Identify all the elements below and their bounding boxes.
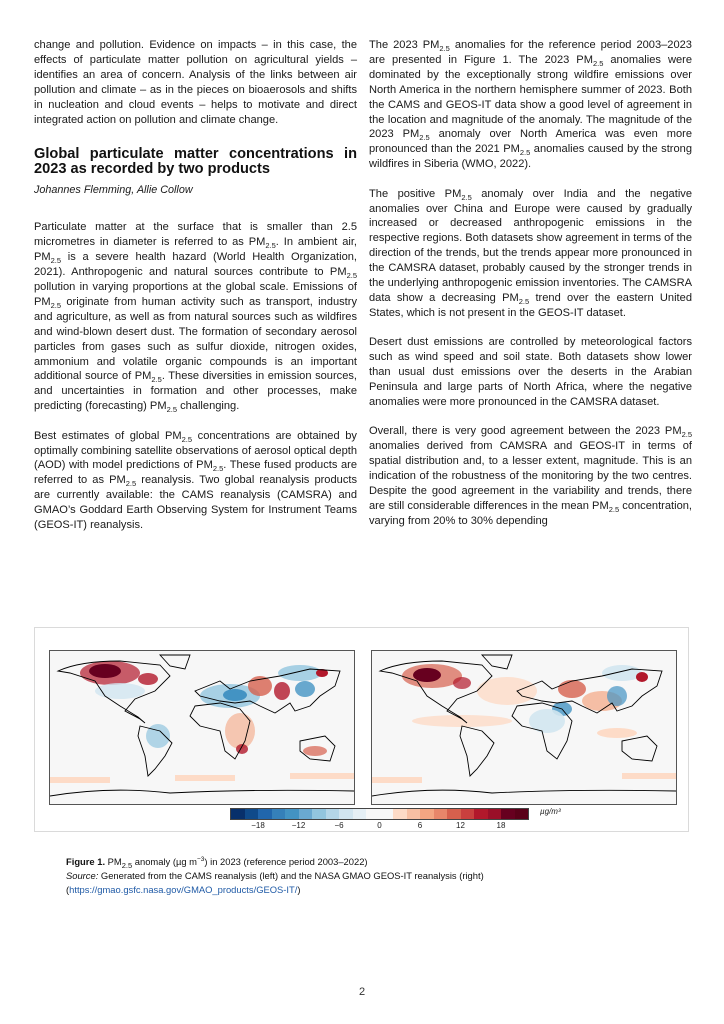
- world-map-geos-it: [372, 651, 676, 804]
- colorbar-segment: [393, 809, 407, 819]
- authors: Johannes Flemming, Allie Collow: [34, 184, 193, 197]
- colorbar: [230, 808, 529, 820]
- caption-title: Figure 1. $PM_{2.5}$ anomaly (µg $m^{-3}$) in 2023 (reference period 2003–2022): [66, 856, 368, 871]
- paragraph-desert-dust: Desert dust emissions are controlled by meteorological factors such as wind speed and soil state. Both datasets show lower than usual dust emissions over the deserts in the Arabian Peninsula and large parts of North Africa, where the negative anomalies were more pronounced in the CAMSRA dataset.: [369, 336, 692, 408]
- colorbar-segment: [434, 809, 448, 819]
- colorbar-tick-label: −12: [291, 821, 306, 830]
- colorbar-ticks: [230, 821, 530, 833]
- colorbar-segment: [339, 809, 353, 819]
- colorbar-segment: [258, 809, 272, 819]
- colorbar-segment: [312, 809, 326, 819]
- colorbar-segment: [231, 809, 245, 819]
- page-number: 2: [358, 986, 366, 998]
- paragraph-anomalies: The 2023 $PM_{2.5}$ anomalies for the reference period 2003–2023 are presented in Figure 1. The 2023 $PM_{2.5}$ anomalies were dominated by the exceptionally strong wildfire emissions over North America in the northern hemisphere summer of 2023. Both the CAMS and GEOS-IT data show a good level of agreement in the location and magnitude of the anomaly. The magnitude of the 2023 $PM_{2.5}$ anomaly over North America was even more pronounced than the 2021 $PM_{2.5}$ anomalies caused by the strong wildfires in Siberia (WMO, 2022).: [369, 39, 692, 171]
- colorbar-tick-label: 0: [377, 821, 382, 830]
- figure-caption: [66, 853, 696, 897]
- colorbar-segment: [515, 809, 529, 819]
- colorbar-segment: [447, 809, 461, 819]
- colorbar-segment: [420, 809, 434, 819]
- colorbar-segment: [501, 809, 515, 819]
- colorbar-segment: [407, 809, 421, 819]
- world-map-cams: [50, 651, 354, 804]
- caption-source: Source: Generated from the CAMS reanalysis (left) and the NASA GMAO GEOS-IT reanalysis (right) (https://gmao.gsfc.nasa.gov/GMAO_products/GEOS-IT/): [66, 870, 484, 896]
- right-column: [369, 38, 692, 543]
- figure-1: [34, 627, 689, 832]
- colorbar-tick-label: 6: [417, 821, 423, 830]
- cams-anomaly-map: [49, 650, 355, 805]
- colorbar-segment: [474, 809, 488, 819]
- intro-paragraph: change and pollution. Evidence on impacts – in this case, the effects of particulate matter pollution on agricultural yields – identifies an area of concern. Analysis of the links between air pollution and climate – as in the pieces on bioaerosols and shifts in nucleation and cloud events – helps to motivate and direct integrated action on pollution and climate change.: [34, 39, 357, 126]
- colorbar-segment: [326, 809, 340, 819]
- section-title: Global particulate matter concentrations in 2023 as recorded by two products: [34, 146, 357, 178]
- colorbar-segment: [366, 809, 380, 819]
- colorbar-segment: [299, 809, 313, 819]
- colorbar-segment: [353, 809, 367, 819]
- left-column: [34, 38, 357, 547]
- colorbar-segment: [245, 809, 259, 819]
- colorbar-segment: [461, 809, 475, 819]
- colorbar-tick-label: 18: [496, 821, 506, 830]
- colorbar-segment: [488, 809, 502, 819]
- paragraph-trends: The positive $PM_{2.5}$ anomaly over India and the negative anomalies over China and Europe were caused by gradually increased or decreased anthropogenic emissions in the respective regions. Both datasets show agreement in terms of the direction of the trends, but the trends appear more pronounced in the CAMSRA dataset, probably caused by the stronger trends in the underlying anthropogenic emission inventories. The CAMSRA data show a decreasing $PM_{2.5}$ trend over the eastern United States, which is not present in the GEOS-IT dataset.: [369, 187, 692, 319]
- geos-it-anomaly-map: [371, 650, 677, 805]
- colorbar-segment: [285, 809, 299, 819]
- colorbar-tick-label: 12: [456, 821, 465, 830]
- colorbar-unit: µg/m³: [540, 807, 561, 816]
- colorbar-segment: [380, 809, 394, 819]
- colorbar-tick-label: −6: [334, 821, 344, 830]
- colorbar-segment: [272, 809, 286, 819]
- paragraph-pm-definition: Particulate matter at the surface that is smaller than 2.5 micrometres in diameter is referred to as $PM_{2.5}$. In ambient air, $PM_{2.5}$ is a severe health hazard (World Health Organization, 2021). Anthropogenic and natural sources contribute to $PM_{2.5}$ pollution in varying proportions at the global scale. Emissions of $PM_{2.5}$ originate from human activity such as transport, industry and agriculture, as well as from natural sources such as wildfires and wind-blown desert dust. The formation of secondary aerosol particles from gases such as sulfur dioxide, nitrogen oxides, ammonium and volatile organic compounds is an important additional source of $PM_{2.5}$. These diversities in emission sources, and uncertainties in formation and other processes, make predicting (forecasting) $PM_{2.5}$ challenging.: [34, 221, 357, 415]
- paragraph-reanalysis: Best estimates of global $PM_{2.5}$ concentrations are obtained by optimally combining satellite observations of aerosol optical depth (AOD) with model predictions of $PM_{2.5}$. These fused products are referred to as $PM_{2.5}$ reanalysis. Two global reanalysis products are currently available: the CAMS reanalysis (CAMSRA) and GMAO’s Goddard Earth Observing System for Instrument Teams (GEOS-IT) reanalysis.: [34, 429, 358, 532]
- paragraph-agreement: Overall, there is very good agreement between the 2023 $PM_{2.5}$ anomalies derived from CAMSRA and GEOS-IT in terms of spatial distribution and, to a lesser extent, magnitude. This is an indication of the robustness of the monitoring by the two centres. Despite the good agreement in the variability and trends, there are still considerable differences in the mean $PM_{2.5}$ concentration, varying from 20% to 30% depending: [369, 425, 692, 527]
- source-link[interactable]: https://gmao.gsfc.nasa.gov/GMAO_products/GEOS-IT/: [69, 884, 298, 896]
- colorbar-tick-label: −18: [251, 821, 265, 830]
